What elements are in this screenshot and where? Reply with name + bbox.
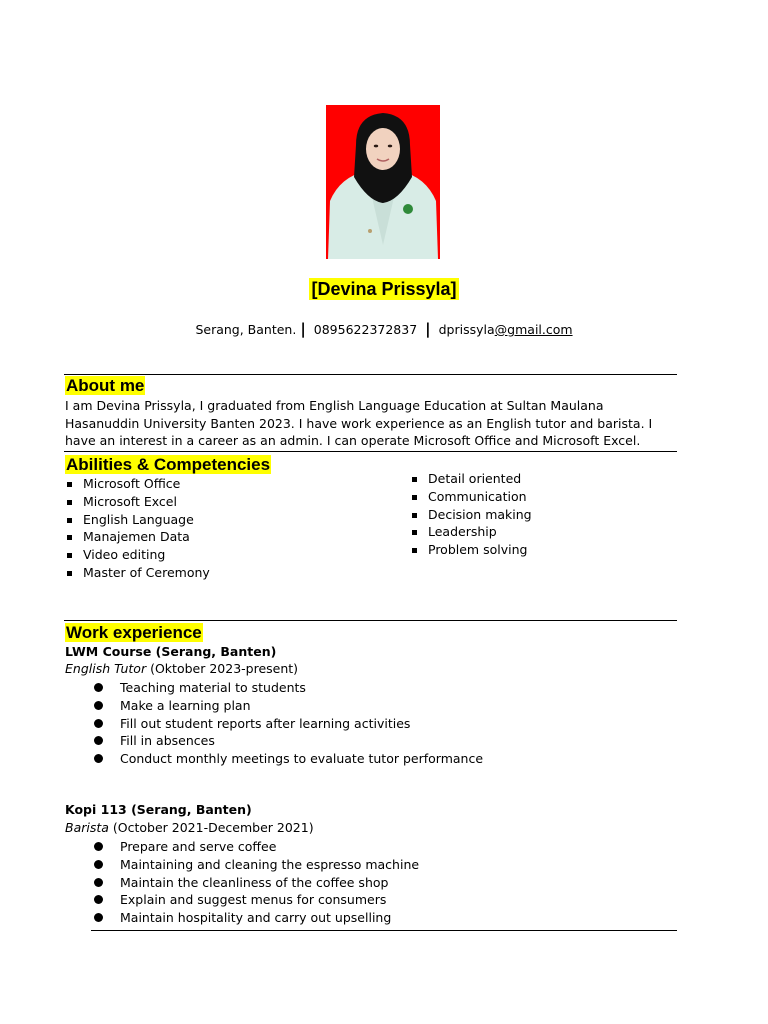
email[interactable]: [439, 322, 573, 337]
divider: [91, 930, 677, 931]
list-item: Maintaining and cleaning the espresso machine: [65, 856, 419, 874]
job-task-list: [65, 679, 483, 768]
name-heading: [0, 279, 768, 300]
list-item: Video editing: [65, 546, 210, 564]
about-heading: About me: [66, 376, 145, 395]
list-item: Explain and suggest menus for consumers: [65, 891, 419, 909]
list-item: Manajemen Data: [65, 528, 210, 546]
list-item: Prepare and serve coffee: [65, 838, 419, 856]
about-text: I am Devina Prissyla, I graduated from English Language Education at Sultan Maulana Hasanuddin University Banten 2023. I have work experience as an English tutor and barista. I have an interest in a career as an admin. I can operate Microsoft Office and Microsoft Excel.: [65, 398, 653, 448]
list-item: English Language: [65, 511, 210, 529]
job-company: Kopi 113 (Serang, Banten): [65, 802, 252, 817]
list-item: Decision making: [410, 506, 532, 524]
job-period: (October 2021-December 2021): [112, 820, 314, 835]
job-company: LWM Course (Serang, Banten): [65, 644, 277, 659]
divider: [64, 451, 677, 452]
list-item: Teaching material to students: [65, 679, 483, 697]
list-item: Maintain the cleanliness of the coffee shop: [65, 874, 419, 892]
work-heading-wrap: [65, 622, 203, 643]
abilities-list-right: [410, 470, 532, 559]
job-period: (Oktober 2023-present): [150, 661, 299, 676]
phone: 0895622372837: [313, 322, 418, 337]
divider: [64, 374, 677, 375]
job-task-list: [65, 838, 419, 927]
separator: |: [425, 320, 431, 338]
list-item: Problem solving: [410, 541, 532, 559]
list-item: Microsoft Excel: [65, 493, 210, 511]
separator: |: [300, 320, 306, 338]
job-role-line: [65, 820, 314, 835]
list-item: Communication: [410, 488, 532, 506]
job-role: Barista: [65, 820, 109, 835]
candidate-name: [Devina Prissyla]: [311, 279, 457, 299]
job-role: English Tutor: [65, 661, 147, 676]
list-item: Microsoft Office: [65, 475, 210, 493]
list-item: Conduct monthly meetings to evaluate tutor performance: [65, 750, 483, 768]
location: Serang, Banten.: [195, 322, 297, 337]
divider: [64, 620, 677, 621]
list-item: Fill out student reports after learning activities: [65, 715, 483, 733]
list-item: Master of Ceremony: [65, 564, 210, 582]
profile-photo: [326, 105, 440, 259]
abilities-heading-wrap: [65, 454, 271, 475]
portrait-image: [326, 105, 440, 259]
contact-line: [0, 320, 768, 338]
abilities-list-left: [65, 475, 210, 582]
abilities-heading: Abilities & Competencies: [66, 455, 271, 474]
email-link[interactable]: @gmail.com: [494, 322, 573, 337]
work-heading: Work experience: [66, 623, 202, 642]
list-item: Make a learning plan: [65, 697, 483, 715]
about-heading-wrap: [65, 375, 145, 396]
list-item: Maintain hospitality and carry out upselling: [65, 909, 419, 927]
list-item: Leadership: [410, 523, 532, 541]
list-item: Detail oriented: [410, 470, 532, 488]
job-role-line: [65, 661, 298, 676]
email-user: dprissyla: [438, 322, 495, 337]
list-item: Fill in absences: [65, 732, 483, 750]
